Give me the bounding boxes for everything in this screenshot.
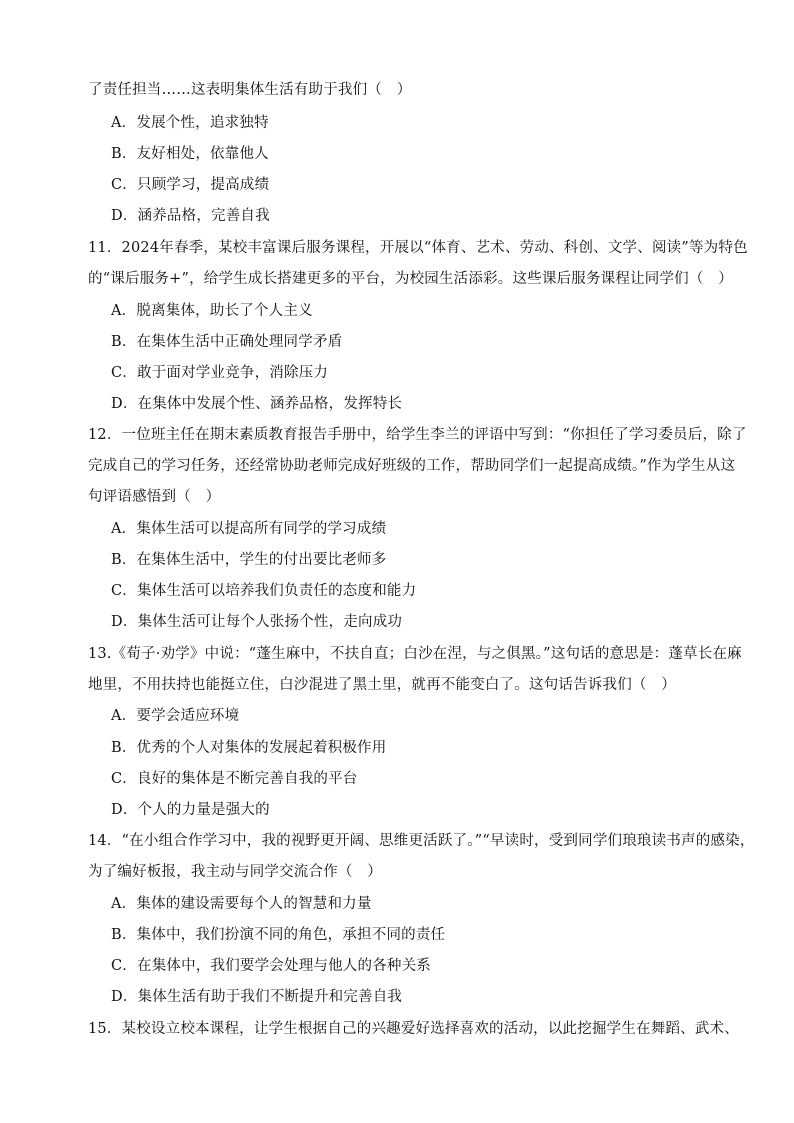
q11-option-c: C．敢于面对学业竞争，消除压力 [111,365,329,381]
q10-option-a: A．发展个性，追求独特 [111,115,269,131]
q11-option-b: B．在集体生活中正确处理同学矛盾 [111,334,343,350]
q12-stem-line-1: 12．一位班主任在期末素质教育报告手册中，给学生李兰的评语中写到：“你担任了学习委员后，除了 [88,427,747,443]
q15-stem-line-1: 15．某校设立校本课程，让学生根据自己的兴趣爱好选择喜欢的活动，以此挖掘学生在舞蹈、武术、 [88,1021,739,1037]
q11-stem-line-2: 的“课后服务+”，给学生成长搭建更多的平台，为校园生活添彩。这些课后服务课程让同学们（ ） [88,271,733,287]
q14-option-d: D．集体生活有助于我们不断提升和完善自我 [111,989,403,1005]
q10-stem-tail: 了责任担当……这表明集体生活有助于我们（ ） [88,82,412,98]
q13-stem-line-1: 13.《荀子·劝学》中说：“蓬生麻中，不扶自直；白沙在涅，与之俱黑。”这句话的意思是：蓬草长在麻 [88,646,742,662]
q14-option-b: B．集体中，我们扮演不同的角色，承担不同的责任 [111,927,446,943]
q12-option-d: D．集体生活可让每个人张扬个性，走向成功 [111,614,403,630]
q11-option-d: D．在集体中发展个性、涵养品格，发挥特长 [111,396,403,412]
q12-stem-line-3: 句评语感悟到（ ） [88,489,221,505]
q12-stem-line-2: 完成自己的学习任务，还经常协助老师完成好班级的工作，帮助同学们一起提高成绩。”作为学生从这 [88,458,736,474]
q10-option-d: D．涵养品格，完善自我 [111,208,270,224]
q14-stem-line-1: 14．“在小组合作学习中，我的视野更开阔、思维更活跃了。”“早读时，受到同学们琅琅读书声的感染， [88,833,755,849]
q13-option-b: B．优秀的个人对集体的发展起着积极作用 [111,740,387,756]
q10-option-c: C．只顾学习，提高成绩 [111,177,270,193]
q13-option-d: D．个人的力量是强大的 [111,802,270,818]
q12-option-b: B．在集体生活中，学生的付出要比老师多 [111,552,387,568]
q13-stem-line-2: 地里，不用扶持也能挺立住，白沙混进了黑土里，就再不能变白了。这句话告诉我们（ ） [88,677,676,693]
q13-option-c: C．良好的集体是不断完善自我的平台 [111,771,358,787]
q14-stem-line-2: 为了编好板报，我主动与同学交流合作（ ） [88,864,382,880]
q11-option-a: A．脱离集体，助长了个人主义 [111,303,313,319]
q12-option-a: A．集体生活可以提高所有同学的学习成绩 [111,521,387,537]
q13-option-a: A．要学会适应环境 [111,708,240,724]
q14-option-a: A．集体的建设需要每个人的智慧和力量 [111,896,372,912]
q12-option-c: C．集体生活可以培养我们负责任的态度和能力 [111,583,417,599]
q11-stem-line-1: 11．2024年春季，某校丰富课后服务课程，开展以“体育、艺术、劳动、科创、文学、阅读”等为特色 [88,240,748,256]
q10-option-b: B．友好相处，依靠他人 [111,146,269,162]
q14-option-c: C．在集体中，我们要学会处理与他人的各种关系 [111,958,431,974]
